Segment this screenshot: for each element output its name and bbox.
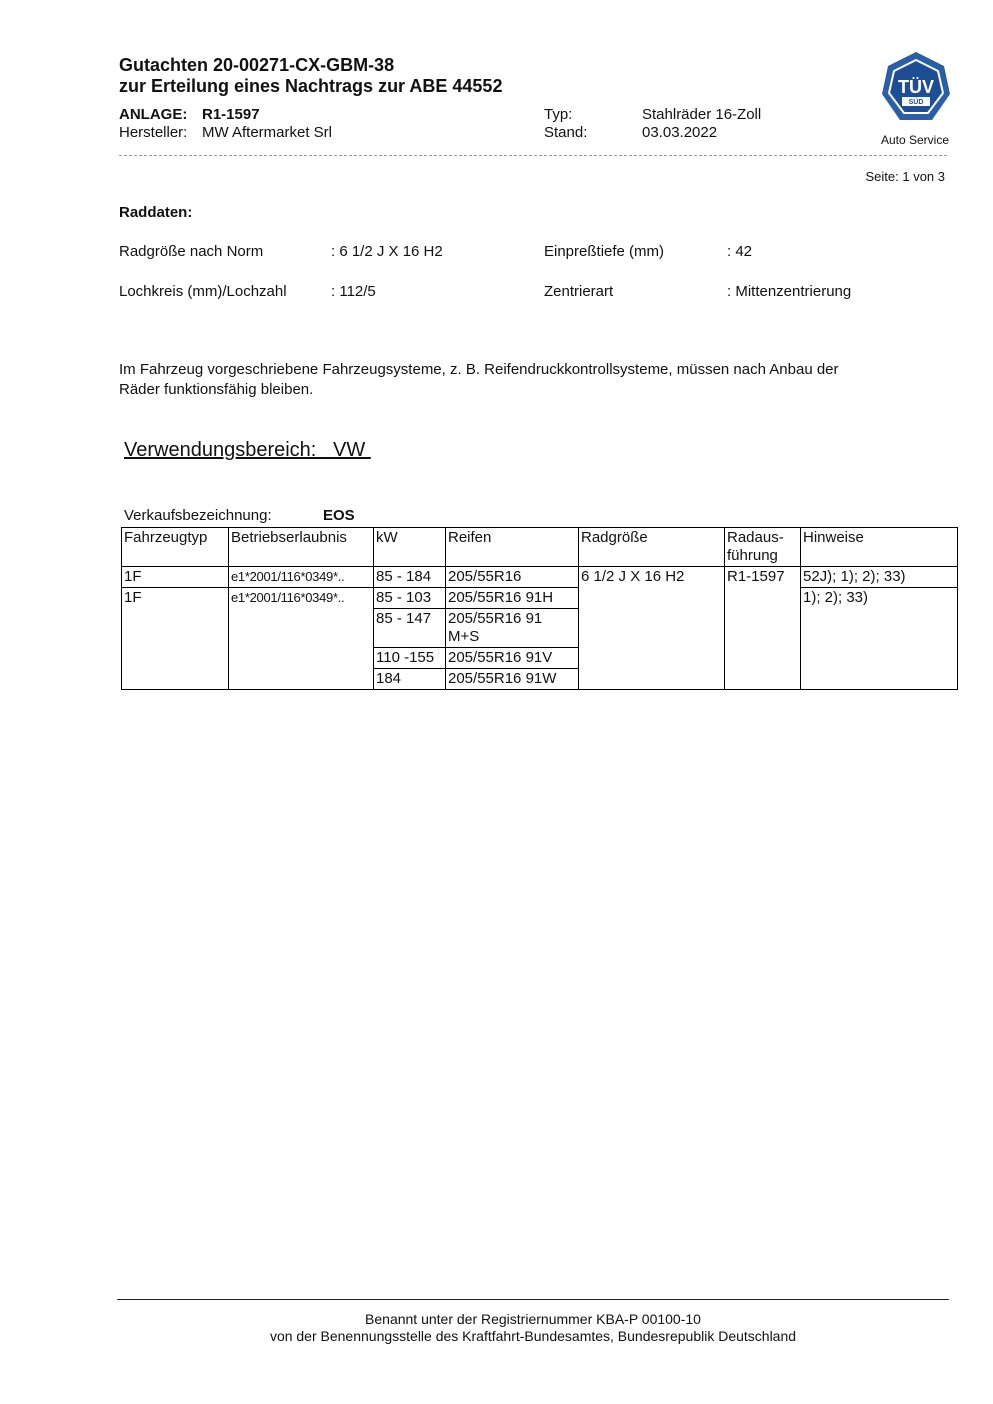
hersteller-value: MW Aftermarket Srl bbox=[202, 124, 333, 141]
stand-label: Stand: bbox=[544, 124, 588, 141]
cell-kw: 85 - 184 bbox=[374, 567, 446, 588]
header-cell: Betriebserlaubnis bbox=[229, 528, 374, 567]
cell-reifen: 205/55R16 91W bbox=[446, 669, 579, 690]
header-radaus: Radaus- führung bbox=[727, 529, 784, 564]
header-cell: Radgröße bbox=[579, 528, 725, 567]
cell-hinweise: 1); 2); 33) bbox=[801, 588, 958, 690]
cell-reifen: 205/55R16 91V bbox=[446, 648, 579, 669]
typ-label: Typ: bbox=[544, 106, 573, 123]
vehicle-table bbox=[121, 527, 958, 690]
footer-line-2: von der Benennungsstelle des Kraftfahrt-Bundesamtes, Bundesrepublik Deutschland bbox=[269, 1328, 797, 1344]
logo-caption: Auto Service bbox=[880, 133, 950, 147]
cell-reifen: 205/55R16 bbox=[446, 567, 579, 588]
footer-divider bbox=[117, 1299, 949, 1300]
lochkreis-value: : 112/5 bbox=[331, 283, 376, 300]
lochkreis-label: Lochkreis (mm)/Lochzahl bbox=[119, 283, 287, 300]
page-number: Seite: 1 von 3 bbox=[865, 169, 945, 184]
verwendungsbereich: Verwendungsbereich: VW bbox=[124, 439, 371, 461]
header-divider bbox=[119, 155, 947, 156]
cell-typ: 1F bbox=[122, 567, 229, 588]
table-header-row bbox=[122, 528, 958, 567]
einpress-value: : 42 bbox=[727, 243, 753, 260]
cell-kw: 85 - 103 bbox=[374, 588, 446, 609]
typ-value: Stahlräder 16-Zoll bbox=[642, 106, 762, 123]
cell-kw: 110 -155 bbox=[374, 648, 446, 669]
cell-radausfuehrung: R1-1597 bbox=[725, 567, 801, 690]
footer-line-1: Benannt unter der Registriernummer KBA-P 00100-10 bbox=[365, 1311, 701, 1327]
zentrier-value: : Mittenzentrierung bbox=[727, 283, 852, 300]
cell-reifen: 205/55R16 91 M+S bbox=[446, 609, 579, 648]
table-row bbox=[122, 588, 958, 609]
document-title: Gutachten 20-00271-CX-GBM-38 bbox=[119, 55, 395, 75]
cell-radgroesse: 6 1/2 J X 16 H2 bbox=[579, 567, 725, 690]
einpress-label: Einpreßtiefe (mm) bbox=[544, 243, 665, 260]
hersteller-label: Hersteller: bbox=[119, 124, 188, 141]
header-cell bbox=[725, 528, 801, 567]
notice-line-2: Räder funktionsfähig bleiben. bbox=[119, 381, 314, 398]
zentrier-label: Zentrierart bbox=[544, 283, 614, 300]
header-cell: Fahrzeugtyp bbox=[122, 528, 229, 567]
stand-value: 03.03.2022 bbox=[642, 124, 718, 141]
radgroesse-label: Radgröße nach Norm bbox=[119, 243, 264, 260]
verkauf-value: EOS bbox=[323, 507, 355, 524]
cell-typ: 1F bbox=[122, 588, 229, 690]
cell-be: e1*2001/116*0349*.. bbox=[229, 588, 374, 690]
logo-sub: SÜD bbox=[908, 99, 924, 106]
logo-text: TÜV bbox=[898, 77, 934, 97]
cell-be: e1*2001/116*0349*.. bbox=[229, 567, 374, 588]
header-cell: Hinweise bbox=[801, 528, 958, 567]
header-cell: kW bbox=[374, 528, 446, 567]
notice-line-1: Im Fahrzeug vorgeschriebene Fahrzeugsysteme, z. B. Reifendruckkontrollsysteme, müssen nach Anbau der bbox=[119, 361, 839, 378]
document-subtitle: zur Erteilung eines Nachtrags zur ABE 44552 bbox=[119, 76, 503, 96]
cell-kw: 184 bbox=[374, 669, 446, 690]
cell-hinweise: 52J); 1); 2); 33) bbox=[801, 567, 958, 588]
cell-kw: 85 - 147 bbox=[374, 609, 446, 648]
anlage-value: R1-1597 bbox=[202, 106, 260, 123]
table-row bbox=[122, 567, 958, 588]
radgroesse-value: : 6 1/2 J X 16 H2 bbox=[331, 243, 443, 260]
verkauf-label: Verkaufsbezeichnung: bbox=[124, 507, 272, 524]
raddaten-heading: Raddaten: bbox=[119, 204, 193, 221]
header-cell: Reifen bbox=[446, 528, 579, 567]
anlage-label: ANLAGE: bbox=[119, 106, 188, 123]
cell-reifen: 205/55R16 91H bbox=[446, 588, 579, 609]
